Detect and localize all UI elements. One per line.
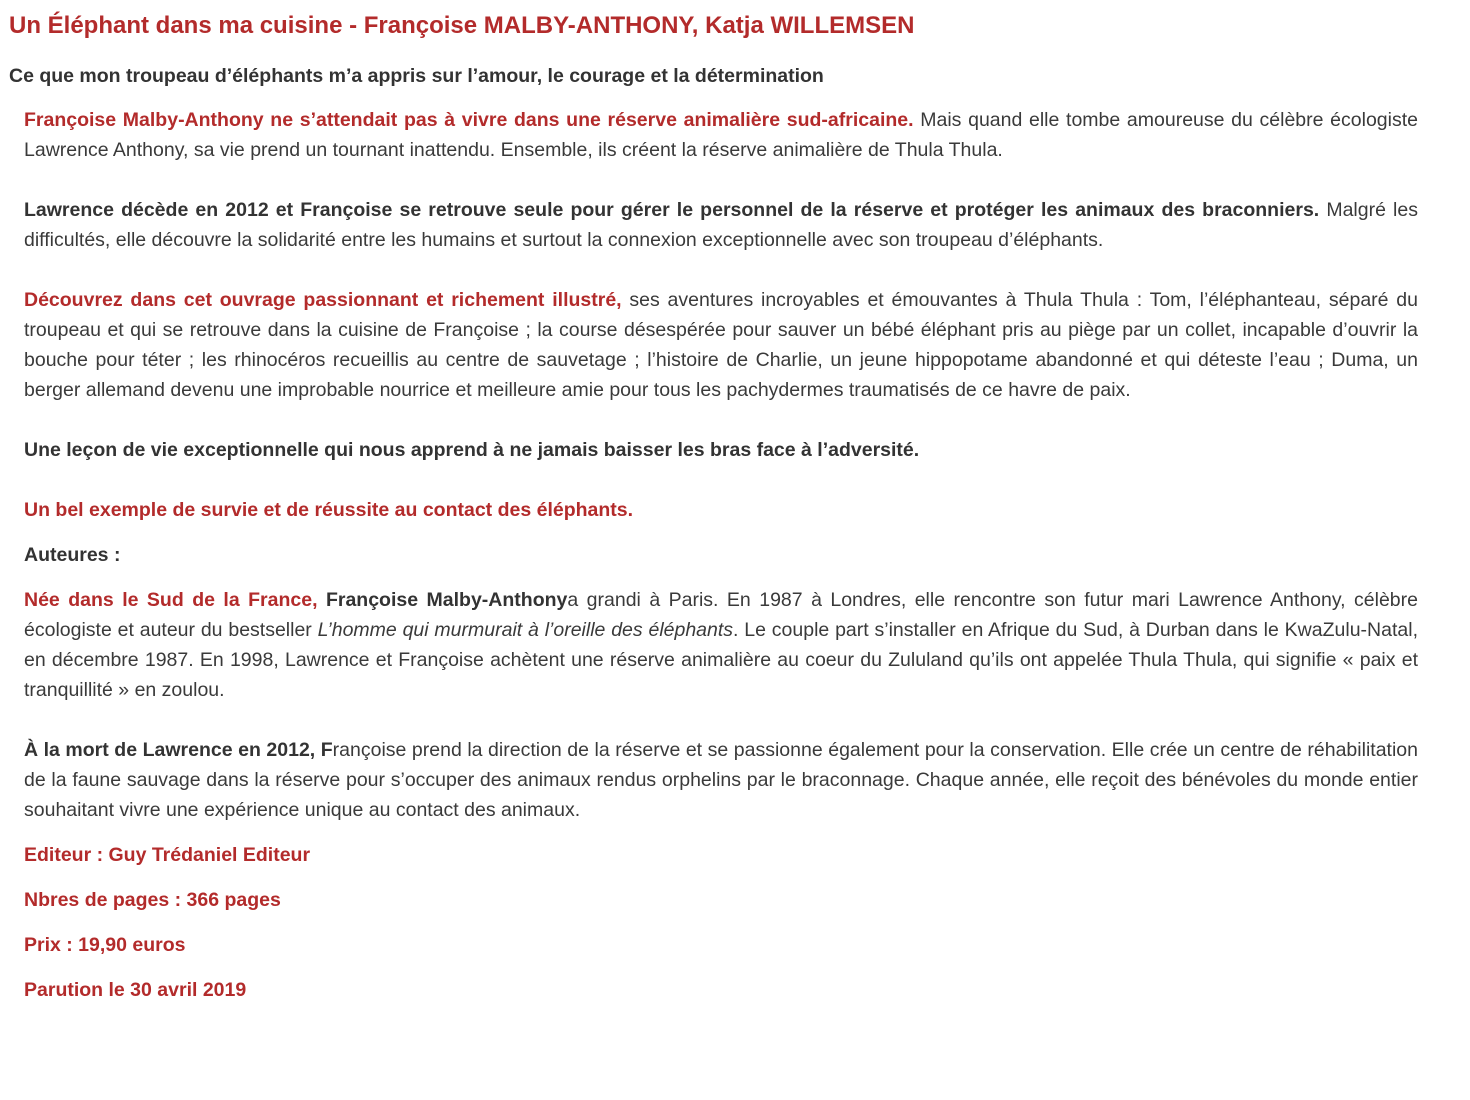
- paragraph-life-lesson: Une leçon de vie exceptionnelle qui nous apprend à ne jamais baisser les bras face à l’adversité.: [24, 439, 920, 461]
- book-title: Un Éléphant dans ma cuisine - Françoise MALBY-ANTHONY, Katja WILLEMSEN: [9, 12, 915, 39]
- paragraph-author-bio-body1: a grandi à Paris. En 1987 à Londres, elle rencontre son futur mari Lawrence Anthony, célèbre écologiste et auteur du bestseller: [24, 589, 1418, 641]
- paragraph-intro-body: Mais quand elle tombe amoureuse du célèbre écologiste Lawrence Anthony, sa vie prend un tournant inattendu. Ensemble, ils créent la réserve animalière de Thula Thula.: [24, 109, 1418, 161]
- editor-info: Editeur : Guy Trédaniel Editeur: [24, 844, 311, 866]
- paragraph-author-bio-lead: Née dans le Sud de la France,: [24, 589, 318, 611]
- paragraph-widowhood-lead: Lawrence décède en 2012 et Françoise se retrouve seule pour gérer le personnel de la réserve et protéger les animaux des braconniers.: [24, 199, 1320, 221]
- book-subtitle: Ce que mon troupeau d’éléphants m’a appris sur l’amour, le courage et la détermination: [9, 65, 824, 87]
- paragraph-conservation-lead: À la mort de Lawrence en 2012, F: [24, 739, 333, 761]
- paragraph-survival-example: Un bel exemple de survie et de réussite au contact des éléphants.: [24, 499, 634, 521]
- book-reference: L’homme qui murmurait à l’oreille des éléphants: [317, 619, 734, 641]
- paragraph-widowhood-body: Malgré les difficultés, elle découvre la solidarité entre les humains et surtout la connexion exceptionnelle avec son troupeau d’éléphants.: [24, 199, 1418, 251]
- paragraph-conservation: [24, 735, 1418, 825]
- paragraph-author-bio-body2: . Le couple part s’installer en Afrique du Sud, à Durban dans le KwaZulu-Natal, en décembre 1987. En 1998, Lawrence et Françoise achètent une réserve animalière au coeur du Zululand qu’ils ont appelée Thula Thula, qui signifie « paix et tranquillité » en zoulou.: [24, 619, 1418, 701]
- paragraph-conservation-body: rançoise prend la direction de la réserve et se passionne également pour la conservation. Elle crée un centre de réhabilitation de la faune sauvage dans la réserve pour s’occuper des animaux rendus orphelins par le braconnage. Chaque année, elle reçoit des bénévoles du monde entier souhaitant vivre une expérience unique au contact des animaux.: [24, 739, 1418, 821]
- paragraph-adventures-lead: Découvrez dans cet ouvrage passionnant et richement illustré,: [24, 289, 622, 311]
- paragraph-adventures-body: ses aventures incroyables et émouvantes à Thula Thula : Tom, l’éléphanteau, séparé du troupeau et qui se retrouve dans la cuisine de Françoise ; la course désespérée pour sauver un bébé éléphant pris au piège par un collet, incapable d’ouvrir la bouche pour téter ; les rhinocéros recueillis au centre de sauvetage ; l’histoire de Charlie, un jeune hippopotame abandonné et qui déteste l’eau ; Duma, un berger allemand devenu une improbable nourrice et meilleure amie pour tous les pachydermes traumatisés de ce havre de paix.: [24, 289, 1419, 401]
- release-date-info: Parution le 30 avril 2019: [24, 979, 247, 1001]
- price-info: Prix : 19,90 euros: [24, 934, 186, 956]
- paragraph-intro-lead: Françoise Malby-Anthony ne s’attendait pas à vivre dans une réserve animalière sud-africaine.: [24, 109, 914, 131]
- paragraph-intro: [24, 105, 1418, 165]
- page-count-info: Nbres de pages : 366 pages: [24, 889, 281, 911]
- paragraph-widowhood: [24, 195, 1418, 255]
- paragraph-author-bio: [24, 585, 1418, 705]
- paragraph-adventures: [24, 285, 1418, 405]
- description-body: [24, 105, 1418, 1005]
- author-name: Françoise Malby-Anthony: [317, 589, 568, 611]
- authors-heading: Auteures :: [24, 544, 121, 566]
